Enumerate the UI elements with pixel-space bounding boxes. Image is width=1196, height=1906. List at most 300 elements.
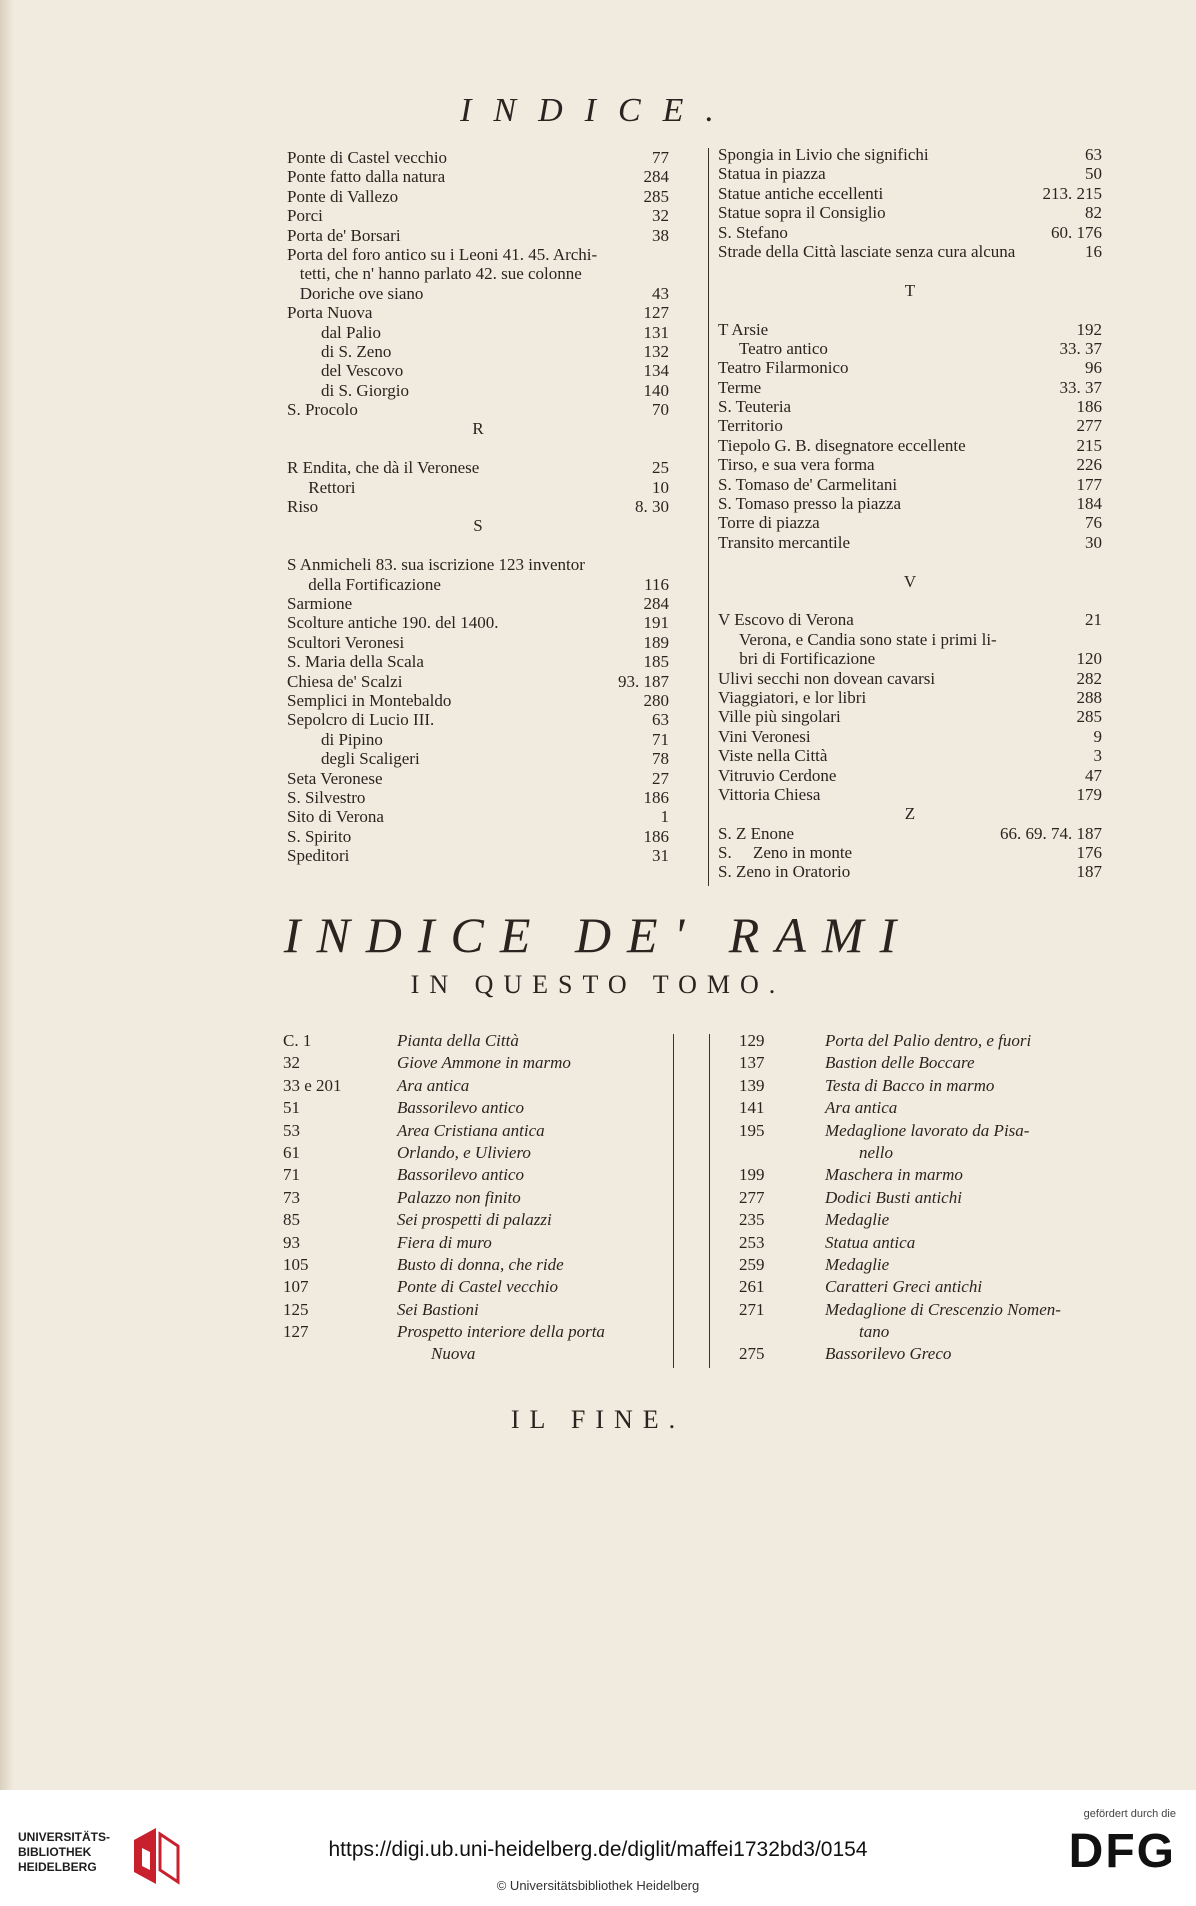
entry-page: 31 (652, 846, 669, 866)
rami-description: Ponte di Castel vecchio (397, 1277, 558, 1297)
index-entry (287, 594, 669, 613)
index-entry (287, 788, 669, 807)
rami-page: 195 (739, 1120, 765, 1140)
copyright-text: © Universitätsbibliothek Heidelberg (496, 1878, 700, 1893)
index-left-column (287, 148, 669, 865)
entry-page: 70 (652, 400, 669, 420)
entry-text: Sito di Verona (287, 807, 384, 827)
entry-page: 226 (1076, 455, 1102, 475)
entry-page: 25 (652, 458, 669, 478)
index-entry (287, 303, 669, 322)
entry-text: Scolture antiche 190. del 1400. (287, 613, 499, 633)
rami-description: Bassorilevo antico (397, 1098, 525, 1118)
entry-text: tetti, che n' hanno parlato 42. sue colonne (287, 264, 582, 284)
index-entry (718, 688, 1102, 707)
index-entry (287, 536, 669, 555)
index-entry (718, 223, 1102, 242)
rami-description: Bassorilevo Greco (825, 1344, 952, 1364)
entry-page: 8. 30 (635, 497, 669, 517)
entry-page: 285 (1076, 707, 1102, 727)
entry-page: 33. 37 (1059, 377, 1102, 397)
entry-text: Z (904, 804, 916, 824)
entry-page: 127 (643, 303, 669, 323)
entry-page: 78 (652, 749, 669, 769)
entry-page: 10 (652, 477, 669, 497)
rami-description: Ara antica (397, 1075, 470, 1095)
entry-text: R (472, 419, 484, 439)
entry-page: 76 (1085, 513, 1102, 533)
rami-description: nello (825, 1142, 893, 1162)
rami-page: 32 (283, 1053, 300, 1073)
index-entry (718, 145, 1102, 164)
rami-entry (739, 1209, 1111, 1231)
library-name: UNIVERSITÄTS- BIBLIOTHEK HEIDELBERG (18, 1830, 111, 1874)
index-entry (718, 436, 1102, 455)
index-entry (718, 261, 1102, 280)
index-entry (287, 613, 669, 632)
index-entry (287, 827, 669, 846)
entry-text: Porta del foro antico su i Leoni 41. 45. Archi- (287, 244, 598, 264)
entry-text: Viste nella Città (718, 746, 828, 766)
index-entry (287, 264, 669, 283)
entry-text: S. Z Enone (718, 823, 795, 843)
rami-divider-right (709, 1034, 710, 1368)
rami-entry (739, 1052, 1111, 1074)
index-entry (287, 497, 669, 516)
entry-text: S. Silvestro (287, 787, 366, 807)
entry-page: 27 (652, 768, 669, 788)
entry-page: 32 (652, 206, 669, 226)
entry-page: 60. 176 (1051, 222, 1102, 242)
index-entry (287, 419, 669, 438)
rami-entry (739, 1276, 1111, 1298)
rami-page: 129 (739, 1031, 765, 1050)
rami-description: Bastion delle Boccare (825, 1053, 975, 1073)
entry-page: 131 (643, 322, 669, 342)
entry-page: 284 (643, 593, 669, 613)
entry-page: 21 (1085, 610, 1102, 630)
entry-text: Viaggiatori, e lor libri (718, 687, 867, 707)
index-entry (718, 242, 1102, 261)
index-entry (718, 804, 1102, 823)
entry-text: Teatro Filarmonico (718, 358, 849, 378)
entry-page: 1 (660, 807, 669, 827)
rami-description: Maschera in marmo (825, 1165, 963, 1185)
index-entry (718, 785, 1102, 804)
rami-page: 93 (283, 1232, 300, 1252)
entry-page: 134 (643, 361, 669, 381)
index-entry (287, 555, 669, 574)
entry-text: S. Tomaso presso la piazza (718, 494, 902, 514)
rami-subtitle: IN QUESTO TOMO. (410, 970, 786, 999)
index-entry (287, 458, 669, 477)
entry-page: 179 (1076, 784, 1102, 804)
entry-text: Rettori (287, 477, 356, 497)
rami-entry (283, 1120, 673, 1142)
rami-entry (739, 1254, 1111, 1276)
rami-page: 85 (283, 1210, 300, 1230)
rami-description: tano (825, 1322, 890, 1342)
entry-page: 43 (652, 283, 669, 303)
rami-page: 271 (739, 1299, 765, 1319)
entry-page: 177 (1076, 474, 1102, 494)
rami-description: Sei prospetti di palazzi (397, 1210, 552, 1230)
index-entry (718, 513, 1102, 532)
index-entry (718, 281, 1102, 300)
rami-entry (283, 1142, 673, 1164)
entry-page: 140 (643, 380, 669, 400)
index-entry (718, 649, 1102, 668)
index-entry (287, 652, 669, 671)
entry-text: S. Stefano (718, 222, 788, 242)
index-right-column (718, 145, 1102, 882)
rami-description: Medaglie (825, 1210, 890, 1230)
index-entry (718, 397, 1102, 416)
entry-page: 186 (1076, 397, 1102, 417)
rami-description: Giove Ammone in marmo (397, 1053, 571, 1073)
entry-text: Ulivi secchi non dovean cavarsi (718, 668, 936, 688)
rami-description: Medaglie (825, 1254, 890, 1274)
rami-entry (739, 1075, 1111, 1097)
index-entry (718, 572, 1102, 591)
rami-page: 275 (739, 1344, 765, 1364)
rami-page: 199 (739, 1165, 765, 1185)
entry-page: 71 (652, 729, 669, 749)
rami-description: Pianta della Città (397, 1031, 519, 1050)
rami-page: 141 (739, 1098, 765, 1118)
index-entry (718, 707, 1102, 726)
entry-text: Ponte fatto dalla natura (287, 167, 446, 187)
rami-description: Palazzo non finito (397, 1187, 521, 1207)
entry-text: Statua in piazza (718, 164, 826, 184)
entry-page: 50 (1085, 164, 1102, 184)
entry-text: Verona, e Candia sono state i primi li- (718, 629, 997, 649)
rami-page: 33 e 201 (283, 1075, 342, 1095)
index-entry (718, 824, 1102, 843)
index-entry (287, 575, 669, 594)
entry-text: Teatro antico (718, 338, 828, 358)
index-entry (287, 691, 669, 710)
entry-text: S Anmicheli 83. sua iscrizione 123 inventor (287, 555, 585, 575)
entry-page: 3 (1093, 746, 1102, 766)
entry-page: 215 (1076, 435, 1102, 455)
entry-text: S. Zeno in Oratorio (718, 862, 851, 882)
index-entry (718, 320, 1102, 339)
entry-page: 284 (643, 167, 669, 187)
rami-title: INDICE DE' RAMI (283, 907, 913, 963)
index-entry (287, 807, 669, 826)
entry-page: 77 (652, 148, 669, 167)
entry-text: R Endita, che dà il Veronese (287, 458, 480, 478)
entry-page: 187 (1076, 862, 1102, 882)
entry-text: Ville più singolari (718, 707, 841, 727)
entry-text: V Escovo di Verona (718, 610, 854, 630)
rami-page: 107 (283, 1277, 309, 1297)
rami-entry (739, 1187, 1111, 1209)
rami-entry (739, 1030, 1111, 1052)
entry-text: S. Teuteria (718, 397, 792, 417)
index-entry (287, 672, 669, 691)
index-entry (718, 843, 1102, 862)
entry-text: Sarmione (287, 593, 353, 613)
rami-page: 253 (739, 1232, 765, 1252)
rami-page: 51 (283, 1098, 300, 1118)
fine-text: IL FINE. (510, 1405, 686, 1434)
index-entry (287, 478, 669, 497)
index-entry (287, 710, 669, 729)
rami-divider-left (673, 1034, 674, 1368)
rami-entry (739, 1299, 1111, 1321)
index-entry (718, 164, 1102, 183)
entry-text: Vitruvio Cerdone (718, 765, 837, 785)
index-entry (287, 284, 669, 303)
entry-text: V (903, 571, 917, 591)
index-column-divider (708, 148, 709, 886)
rami-entry (739, 1164, 1111, 1186)
entry-text: T (904, 280, 916, 300)
rami-entry (283, 1164, 673, 1186)
rami-page: 259 (739, 1254, 765, 1274)
entry-page: 192 (1076, 319, 1102, 339)
index-entry (287, 361, 669, 380)
entry-text: del Vescovo (287, 361, 404, 381)
index-entry (287, 400, 669, 419)
rami-description: Nuova (397, 1344, 476, 1364)
index-entry (718, 494, 1102, 513)
entry-page: 176 (1076, 843, 1102, 863)
index-entry (287, 439, 669, 458)
entry-text: S. Zeno in monte (718, 843, 853, 863)
rami-description: Orlando, e Uliviero (397, 1142, 531, 1162)
index-entry (287, 323, 669, 342)
rami-description: Ara antica (825, 1098, 898, 1118)
entry-page: 82 (1085, 203, 1102, 223)
entry-page: 189 (643, 632, 669, 652)
rami-entry (283, 1276, 673, 1298)
rami-right-column (739, 1030, 1111, 1366)
entry-text: di S. Giorgio (287, 380, 410, 400)
index-entry (287, 633, 669, 652)
index-entry (718, 416, 1102, 435)
rami-page: C. 1 (283, 1031, 312, 1050)
rami-entry (739, 1321, 1111, 1343)
entry-text: Strade della Città lasciate senza cura alcuna (718, 241, 1016, 261)
entry-text: S. Spirito (287, 826, 352, 846)
index-entry (287, 749, 669, 768)
rami-entry (283, 1075, 673, 1097)
rami-description: Testa di Bacco in marmo (825, 1075, 995, 1095)
entry-page: 16 (1085, 241, 1102, 261)
rami-page: 53 (283, 1120, 300, 1140)
index-entry (718, 727, 1102, 746)
entry-text: dal Palio (287, 322, 381, 342)
index-entry (718, 591, 1102, 610)
permalink-url[interactable]: https://digi.ub.uni-heidelberg.de/diglit/maffei1732bd3/0154 (328, 1838, 868, 1861)
rami-description: Fiera di muro (397, 1232, 492, 1252)
entry-text: Ponte di Castel vecchio (287, 148, 448, 167)
rami-page: 127 (283, 1322, 309, 1342)
index-entry (718, 184, 1102, 203)
rami-page: 71 (283, 1165, 300, 1185)
dfg-logo[interactable]: DFG (1068, 1825, 1176, 1878)
entry-page: 47 (1085, 765, 1102, 785)
entry-page: 288 (1076, 687, 1102, 707)
entry-text: Scultori Veronesi (287, 632, 405, 652)
entry-page: 63 (652, 710, 669, 730)
rami-page: 73 (283, 1187, 300, 1207)
rami-entry (283, 1209, 673, 1231)
entry-text: della Fortificazione (287, 574, 441, 594)
rami-entry (739, 1232, 1111, 1254)
rami-entry (283, 1052, 673, 1074)
entry-text: S. Maria della Scala (287, 652, 424, 672)
entry-text: S (473, 516, 483, 536)
index-entry (287, 730, 669, 749)
index-entry (718, 475, 1102, 494)
entry-text: degli Scaligeri (287, 749, 420, 769)
entry-text: di S. Zeno (287, 341, 392, 361)
entry-text: Statue antiche eccellenti (718, 183, 884, 203)
entry-text: Semplici in Montebaldo (287, 690, 452, 710)
entry-text: Porta Nuova (287, 303, 373, 323)
entry-page: 66. 69. 74. 187 (1000, 823, 1102, 843)
entry-text: Tiepolo G. B. disegnatore eccellente (718, 435, 966, 455)
index-entry (718, 358, 1102, 377)
rami-entry (283, 1030, 673, 1052)
entry-page: 30 (1085, 532, 1102, 552)
index-entry (718, 339, 1102, 358)
entry-text: Speditori (287, 846, 350, 866)
page-edge (0, 0, 14, 1790)
rami-description: Statua antica (825, 1232, 916, 1252)
rami-entry (739, 1120, 1111, 1142)
entry-text: Statue sopra il Consiglio (718, 203, 886, 223)
rami-description: Medaglione di Crescenzio Nomen- (825, 1299, 1061, 1319)
entry-page: 185 (643, 652, 669, 672)
entry-text: S. Tomaso de' Carmelitani (718, 474, 898, 494)
index-entry (718, 630, 1102, 649)
index-entry (718, 378, 1102, 397)
entry-page: 282 (1076, 668, 1102, 688)
index-entry (287, 381, 669, 400)
index-entry (718, 203, 1102, 222)
entry-text: Doriche ove siano (287, 283, 424, 303)
rami-page: 61 (283, 1142, 300, 1162)
entry-page: 186 (643, 826, 669, 846)
entry-text: Transito mercantile (718, 532, 851, 552)
rami-description: Caratteri Greci antichi (825, 1277, 983, 1297)
rami-page: 125 (283, 1299, 309, 1319)
rami-entry (739, 1142, 1111, 1164)
entry-text: Porci (287, 206, 323, 226)
entry-text: Vittoria Chiesa (718, 784, 821, 804)
rami-page: 139 (739, 1075, 765, 1095)
entry-page: 38 (652, 225, 669, 245)
rami-description: Sei Bastioni (397, 1299, 479, 1319)
rami-entry (739, 1097, 1111, 1119)
entry-text: Chiesa de' Scalzi (287, 671, 403, 691)
index-entry (718, 300, 1102, 319)
index-entry (718, 455, 1102, 474)
entry-text: Spongia in Livio che significhi (718, 145, 929, 164)
rami-description: Area Cristiana antica (397, 1120, 545, 1140)
index-entry (718, 746, 1102, 765)
index-entry (287, 846, 669, 865)
rami-description: Busto di donna, che ride (397, 1254, 564, 1274)
entry-text: T Arsie (718, 319, 769, 339)
rami-entry (283, 1254, 673, 1276)
entry-text: S. Procolo (287, 400, 358, 420)
index-entry (287, 148, 669, 167)
entry-page: 277 (1076, 416, 1102, 436)
rami-left-column (283, 1030, 673, 1366)
rami-page: 261 (739, 1277, 765, 1297)
rami-description: Prospetto interiore della porta (397, 1322, 605, 1342)
entry-text: Porta de' Borsari (287, 225, 401, 245)
entry-page: 116 (644, 574, 669, 594)
entry-page: 132 (643, 341, 669, 361)
entry-page: 184 (1076, 494, 1102, 514)
index-entry (287, 206, 669, 225)
entry-text: Territorio (718, 416, 783, 436)
index-entry (718, 862, 1102, 881)
rami-description: Medaglione lavorato da Pisa- (825, 1120, 1030, 1140)
index-entry (287, 226, 669, 245)
rami-page: 277 (739, 1187, 765, 1207)
entry-text: Tirso, e sua vera forma (718, 455, 875, 475)
viewer-footer (0, 1790, 1196, 1906)
index-entry (287, 516, 669, 535)
rami-entry (283, 1187, 673, 1209)
index-title: INDICE. (460, 92, 736, 129)
rami-entry (283, 1321, 673, 1343)
index-entry (287, 769, 669, 788)
entry-text: di Pipino (287, 729, 383, 749)
rami-entry (283, 1232, 673, 1254)
entry-text: bri di Fortificazione (718, 649, 876, 669)
entry-page: 186 (643, 787, 669, 807)
entry-page: 120 (1076, 649, 1102, 669)
entry-text: Vini Veronesi (718, 726, 811, 746)
index-entry (287, 167, 669, 186)
index-entry (718, 552, 1102, 571)
entry-page: 213. 215 (1042, 183, 1102, 203)
index-entry (718, 669, 1102, 688)
index-entry (287, 245, 669, 264)
entry-text: Ponte di Vallezo (287, 186, 399, 206)
rami-entry (283, 1097, 673, 1119)
rami-description: Dodici Busti antichi (825, 1187, 962, 1207)
rami-entry (283, 1343, 673, 1365)
rami-page: 105 (283, 1254, 309, 1274)
rami-description: Porta del Palio dentro, e fuori (825, 1031, 1032, 1050)
index-entry (718, 610, 1102, 629)
rami-entry (739, 1343, 1111, 1365)
entry-page: 9 (1093, 726, 1102, 746)
entry-page: 93. 187 (618, 671, 669, 691)
entry-text: Riso (287, 497, 319, 517)
index-entry (718, 766, 1102, 785)
rami-entry (283, 1299, 673, 1321)
rami-description: Bassorilevo antico (397, 1165, 525, 1185)
entry-text: Sepolcro di Lucio III. (287, 710, 435, 730)
entry-text: Terme (718, 377, 762, 397)
entry-page: 191 (643, 613, 669, 633)
index-entry (718, 533, 1102, 552)
index-entry (287, 187, 669, 206)
entry-text: Seta Veronese (287, 768, 383, 788)
entry-page: 285 (643, 186, 669, 206)
